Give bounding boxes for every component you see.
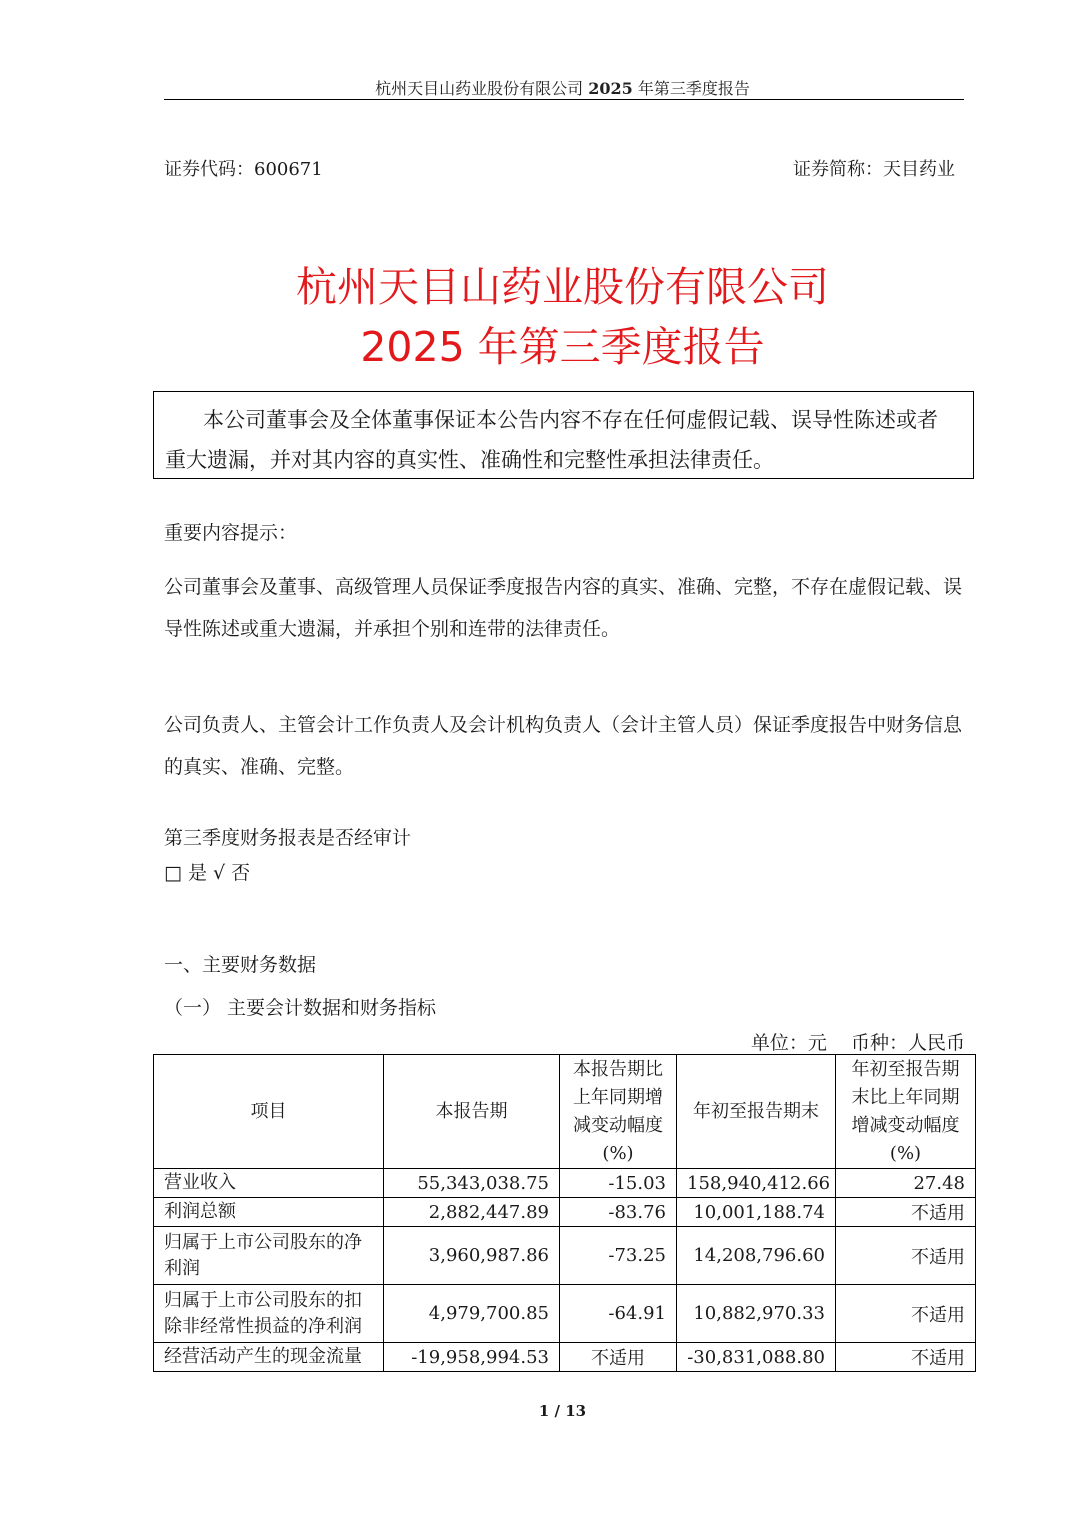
table-row (154, 1343, 976, 1372)
financial-data-table (153, 1054, 976, 1372)
table-row (154, 1198, 976, 1227)
row-current: 2,882,447.89 (384, 1198, 560, 1227)
row-ytd: 10,001,188.74 (677, 1198, 836, 1227)
financial-statement-line1: 公司负责人、主管会计工作负责人及会计机构负责人（会计主管人员）保证季度报告中财务信息 (164, 714, 963, 736)
row-current-change: -73.25 (560, 1227, 677, 1285)
row-current: -19,958,994.53 (384, 1343, 560, 1372)
row-current-change: -64.91 (560, 1285, 677, 1343)
row-item: 经营活动产生的现金流量 (154, 1343, 384, 1372)
audit-options: □ 是 √ 否 (164, 862, 251, 884)
running-header (0, 76, 1080, 99)
subsection-heading: （一） 主要会计数据和财务指标 (164, 997, 437, 1019)
row-ytd: 158,940,412.66 (677, 1169, 836, 1198)
row-ytd: 10,882,970.33 (677, 1285, 836, 1343)
security-code: 证券代码：600671 (164, 159, 323, 180)
row-current: 3,960,987.86 (384, 1227, 560, 1285)
audit-question: 第三季度财务报表是否经审计 (164, 827, 412, 849)
row-ytd: -30,831,088.80 (677, 1343, 836, 1372)
page-title-line1: 杭州天目山药业股份有限公司 (296, 263, 829, 311)
row-ytd-change: 27.48 (836, 1169, 976, 1198)
unit-currency: 单位：元 币种：人民币 (750, 1032, 965, 1054)
row-ytd-change: 不适用 (836, 1227, 976, 1285)
header-item: 项目 (154, 1055, 384, 1169)
header-current: 本报告期 (384, 1055, 560, 1169)
row-item: 营业收入 (154, 1169, 384, 1198)
table-row (154, 1169, 976, 1198)
row-current-change: -15.03 (560, 1169, 677, 1198)
disclaimer-line2: 重大遗漏，并对其内容的真实性、准确性和完整性承担法律责任。 (165, 448, 774, 472)
row-current: 55,343,038.75 (384, 1169, 560, 1198)
security-short-name: 证券简称：天目药业 (793, 159, 955, 180)
financial-statement-line2: 的真实、准确、完整。 (164, 756, 355, 778)
row-item: 归属于上市公司股东的净 利润 (154, 1227, 384, 1285)
row-current-change: 不适用 (560, 1343, 677, 1372)
row-ytd: 14,208,796.60 (677, 1227, 836, 1285)
header-company: 杭州天目山药业股份有限公司 (375, 79, 584, 98)
row-current-change: -83.76 (560, 1198, 677, 1227)
header-ytd-change: 年初至报告期 末比上年同期 增减变动幅度 (%) (836, 1055, 976, 1169)
header-current-change: 本报告期比 上年同期增 减变动幅度 (%) (560, 1055, 677, 1169)
row-item: 归属于上市公司股东的扣 除非经常性损益的净利润 (154, 1285, 384, 1343)
page-title-line2: 2025 年第三季度报告 (360, 323, 765, 371)
row-item: 利润总额 (154, 1198, 384, 1227)
header-rule (164, 99, 964, 100)
table-row (154, 1227, 976, 1285)
board-statement-line1: 公司董事会及董事、高级管理人员保证季度报告内容的真实、准确、完整，不存在虚假记载、误 (164, 576, 963, 598)
header-ytd: 年初至报告期末 (677, 1055, 836, 1169)
disclaimer-line1: 本公司董事会及全体董事保证本公告内容不存在任何虚假记载、误导性陈述或者 (203, 408, 938, 432)
disclaimer-box (153, 391, 974, 479)
tips-heading: 重要内容提示： (164, 522, 298, 544)
row-ytd-change: 不适用 (836, 1343, 976, 1372)
row-ytd-change: 不适用 (836, 1198, 976, 1227)
header-year: 2025 (588, 79, 633, 98)
header-report: 年第三季度报告 (637, 79, 750, 98)
section-heading: 一、主要财务数据 (164, 954, 317, 976)
board-statement-line2: 导性陈述或重大遗漏，并承担个别和连带的法律责任。 (164, 618, 621, 640)
row-current: 4,979,700.85 (384, 1285, 560, 1343)
page-number: 1 / 13 (538, 1402, 587, 1420)
table-header-row (154, 1055, 976, 1169)
row-ytd-change: 不适用 (836, 1285, 976, 1343)
table-row (154, 1285, 976, 1343)
